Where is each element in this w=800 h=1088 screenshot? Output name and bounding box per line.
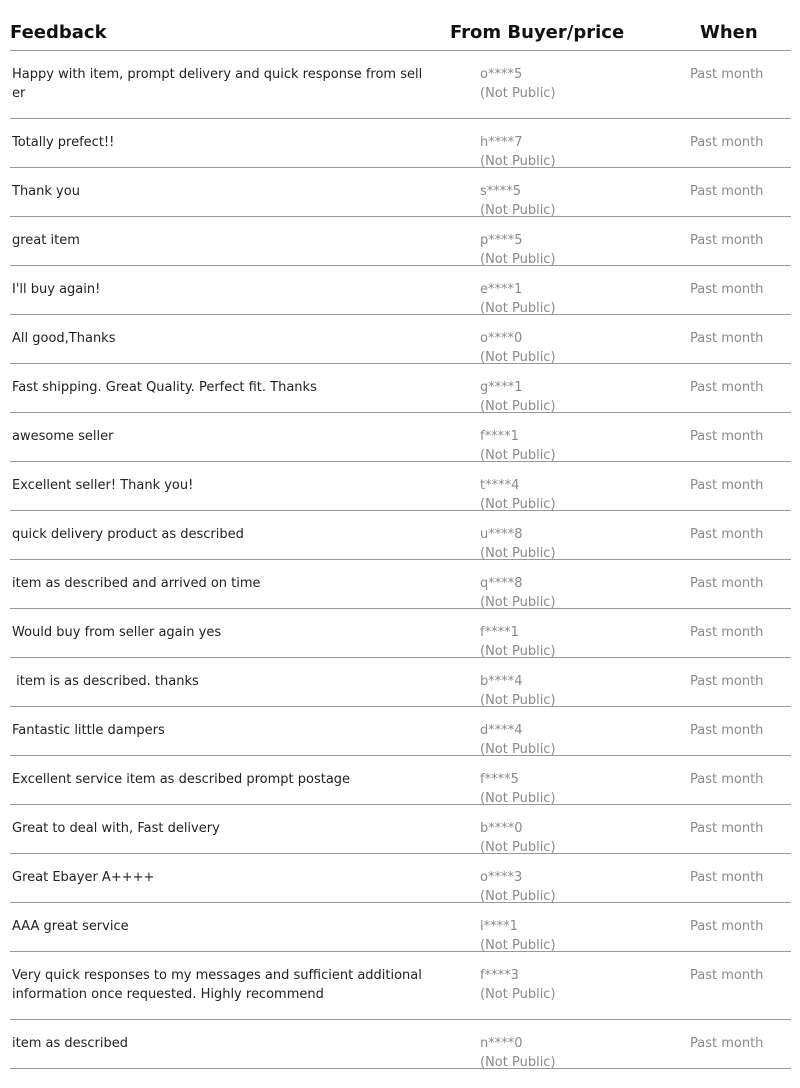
table-row <box>10 1020 791 1069</box>
buyer-cell <box>480 329 556 367</box>
feedback-text: quick delivery product as described <box>12 527 244 542</box>
buyer-cell <box>480 574 556 612</box>
column-header-when: When <box>700 22 758 43</box>
buyer-cell <box>480 917 556 955</box>
when-text: Past month <box>690 233 764 248</box>
buyer-cell <box>480 280 556 318</box>
table-row <box>10 462 791 511</box>
table-row <box>10 217 791 266</box>
table-row <box>10 756 791 805</box>
buyer-cell <box>480 133 556 171</box>
price-visibility: (Not Public) <box>480 350 556 365</box>
buyer-id: b****4 <box>480 674 523 689</box>
price-visibility: (Not Public) <box>480 546 556 561</box>
when-text: Past month <box>690 870 764 885</box>
buyer-cell <box>480 525 556 563</box>
when-text: Past month <box>690 135 764 150</box>
price-visibility: (Not Public) <box>480 252 556 267</box>
table-row <box>10 51 791 119</box>
buyer-cell <box>480 378 556 416</box>
table-row <box>10 903 791 952</box>
table-row <box>10 119 791 168</box>
buyer-cell <box>480 1034 556 1072</box>
table-row <box>10 413 791 462</box>
feedback-text: All good,Thanks <box>12 331 116 346</box>
table-row <box>10 315 791 364</box>
buyer-cell <box>480 966 556 1004</box>
buyer-id: d****4 <box>480 723 523 738</box>
buyer-id: f****5 <box>480 772 519 787</box>
buyer-id: u****8 <box>480 527 523 542</box>
buyer-id: o****3 <box>480 870 523 885</box>
feedback-text: Excellent seller! Thank you! <box>12 478 194 493</box>
when-text: Past month <box>690 772 764 787</box>
when-text: Past month <box>690 331 764 346</box>
buyer-cell <box>480 65 556 103</box>
when-text: Past month <box>690 576 764 591</box>
table-row <box>10 952 791 1020</box>
when-text: Past month <box>690 968 764 983</box>
table-row <box>10 658 791 707</box>
when-text: Past month <box>690 478 764 493</box>
feedback-text: Fantastic little dampers <box>12 723 165 738</box>
buyer-cell <box>480 231 556 269</box>
buyer-id: p****5 <box>480 233 523 248</box>
price-visibility: (Not Public) <box>480 1055 556 1070</box>
price-visibility: (Not Public) <box>480 791 556 806</box>
table-row <box>10 560 791 609</box>
feedback-text: Totally prefect!! <box>12 135 115 150</box>
feedback-text: great item <box>12 233 80 248</box>
buyer-cell <box>480 427 556 465</box>
when-text: Past month <box>690 282 764 297</box>
when-text: Past month <box>690 625 764 640</box>
buyer-id: t****4 <box>480 478 520 493</box>
buyer-id: s****5 <box>480 184 522 199</box>
when-text: Past month <box>690 527 764 542</box>
buyer-cell <box>480 868 556 906</box>
buyer-id: f****3 <box>480 968 519 983</box>
buyer-id: o****0 <box>480 331 523 346</box>
feedback-text: item is as described. thanks <box>12 674 199 689</box>
feedback-text: Excellent service item as described prompt postage <box>12 772 351 787</box>
buyer-id: g****1 <box>480 380 523 395</box>
when-text: Past month <box>690 184 764 199</box>
feedback-text: I'll buy again! <box>12 282 101 297</box>
buyer-id: f****1 <box>480 429 519 444</box>
price-visibility: (Not Public) <box>480 987 556 1002</box>
table-row <box>10 266 791 315</box>
buyer-id: f****1 <box>480 625 519 640</box>
buyer-cell <box>480 182 556 220</box>
feedback-text: Great to deal with, Fast delivery <box>12 821 220 836</box>
column-header-feedback: Feedback <box>10 22 107 43</box>
feedback-text: awesome seller <box>12 429 114 444</box>
table-row <box>10 854 791 903</box>
table-header <box>10 0 791 51</box>
buyer-cell <box>480 672 556 710</box>
price-visibility: (Not Public) <box>480 399 556 414</box>
buyer-cell <box>480 721 556 759</box>
price-visibility: (Not Public) <box>480 840 556 855</box>
feedback-text: AAA great service <box>12 919 129 934</box>
feedback-text: Happy with item, prompt delivery and quick response from seller <box>12 67 423 101</box>
price-visibility: (Not Public) <box>480 938 556 953</box>
when-text: Past month <box>690 821 764 836</box>
table-row <box>10 168 791 217</box>
buyer-id: e****1 <box>480 282 523 297</box>
buyer-id: n****0 <box>480 1036 523 1051</box>
when-text: Past month <box>690 67 764 82</box>
price-visibility: (Not Public) <box>480 203 556 218</box>
feedback-table <box>10 0 791 1069</box>
when-text: Past month <box>690 919 764 934</box>
table-row <box>10 364 791 413</box>
buyer-id: q****8 <box>480 576 523 591</box>
when-text: Past month <box>690 674 764 689</box>
price-visibility: (Not Public) <box>480 497 556 512</box>
feedback-text: Very quick responses to my messages and sufficient additional information once requested. Highly recommend <box>12 968 427 1002</box>
feedback-text: Great Ebayer A++++ <box>12 870 155 885</box>
table-row <box>10 707 791 756</box>
buyer-id: i****1 <box>480 919 518 934</box>
when-text: Past month <box>690 380 764 395</box>
price-visibility: (Not Public) <box>480 742 556 757</box>
buyer-cell <box>480 623 556 661</box>
table-row <box>10 805 791 854</box>
price-visibility: (Not Public) <box>480 86 556 101</box>
when-text: Past month <box>690 1036 764 1051</box>
feedback-text: item as described <box>12 1036 129 1051</box>
feedback-text: Thank you <box>12 184 80 199</box>
price-visibility: (Not Public) <box>480 154 556 169</box>
buyer-cell <box>480 819 556 857</box>
table-row <box>10 609 791 658</box>
feedback-rows <box>10 51 791 1069</box>
buyer-id: h****7 <box>480 135 523 150</box>
price-visibility: (Not Public) <box>480 644 556 659</box>
price-visibility: (Not Public) <box>480 448 556 463</box>
feedback-text: Fast shipping. Great Quality. Perfect fit. Thanks <box>12 380 317 395</box>
feedback-text: Would buy from seller again yes <box>12 625 222 640</box>
buyer-cell <box>480 476 556 514</box>
buyer-cell <box>480 770 556 808</box>
column-header-buyer-price: From Buyer/price <box>450 22 625 43</box>
price-visibility: (Not Public) <box>480 301 556 316</box>
price-visibility: (Not Public) <box>480 693 556 708</box>
feedback-text: item as described and arrived on time <box>12 576 261 591</box>
when-text: Past month <box>690 723 764 738</box>
when-text: Past month <box>690 429 764 444</box>
buyer-id: b****0 <box>480 821 523 836</box>
price-visibility: (Not Public) <box>480 889 556 904</box>
buyer-id: o****5 <box>480 67 523 82</box>
price-visibility: (Not Public) <box>480 595 556 610</box>
table-row <box>10 511 791 560</box>
